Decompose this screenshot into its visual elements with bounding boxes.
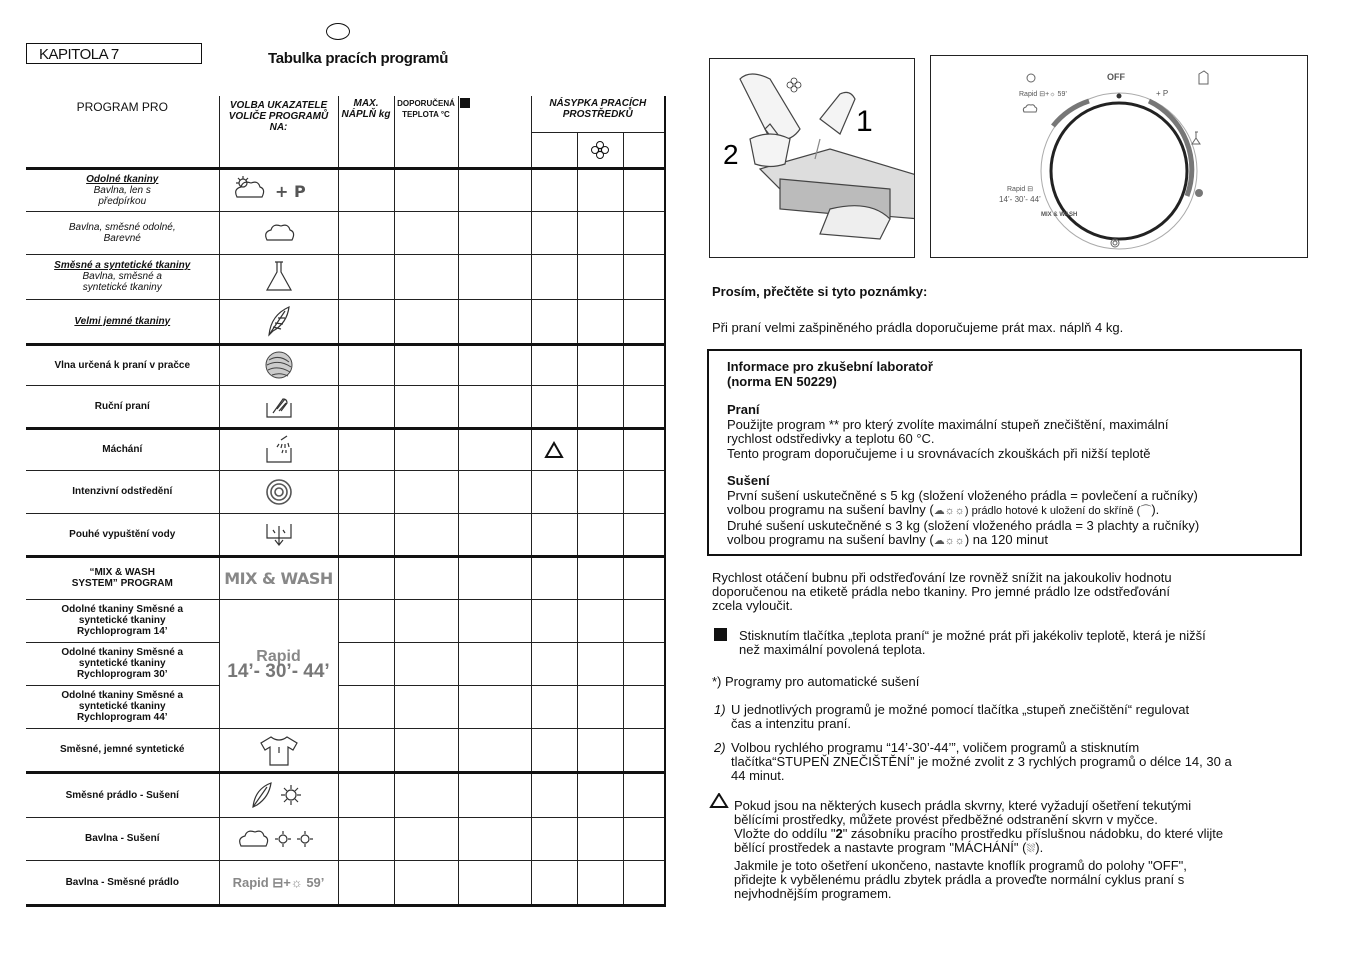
- row-program: Odolné tkaniny Směsné a syntetické tkaniny Rychloprogram 30’: [26, 642, 219, 685]
- header-temp: DOPORUČENÁ TEPLOTA °C: [394, 96, 458, 168]
- page-title: Tabulka pracích programů: [268, 50, 449, 67]
- row-program: Směsné a syntetické tkaniny Bavlna, směsné a syntetické tkaniny: [26, 254, 219, 299]
- wool-icon: [219, 344, 338, 385]
- flower-icon: [590, 140, 610, 160]
- auto-note: *) Programy pro automatické sušení: [712, 674, 920, 689]
- svg-text:+ P: + P: [1156, 89, 1169, 98]
- handwash-icon: [219, 385, 338, 428]
- warning-triangle-icon: [709, 793, 729, 809]
- note-number: 2): [714, 740, 726, 755]
- notes-heading: Prosím, přečtěte si tyto poznámky:: [712, 284, 928, 299]
- svg-text:1: 1: [856, 105, 873, 138]
- svg-text:+ P: + P: [274, 182, 306, 201]
- synthetic-dry-icon: [219, 772, 338, 817]
- lab-info-box: Informace pro zkušební laboratoř (norma EN 50229) Praní Použijte program ** pro který zvolíte maximální stupeň znečištění, maximální rychlost odstředivky a teplotu 60 °C. Tento program doporučujeme i u srovnávacích zkouškách při nižší teplotě Sušení První sušení uskutečněné s 5 kg (složení vloženého prádla = povlečení a ručníky) volbou programu na sušení bavlny (☁☼☼) prádlo hotové k uložení do skříně (⌒). Druhé sušení uskutečněné s 3 kg (složení vloženého prádla = 3 plachty a ručníky) volbou programu na sušení bavlny (☁☼☼) na 120 minut: [707, 349, 1302, 556]
- cotton-dry-icon: [219, 817, 338, 860]
- detergent-main: [623, 132, 665, 168]
- header-selector: VOLBA UKAZATELE VOLIČE PROGRAMŮ NA:: [219, 96, 338, 168]
- detergent-softener: [577, 132, 623, 168]
- note-2: Volbou rychlého programu “14’-30’-44’”, voličem programů a stisknutím tlačítka“STUPEŇ ZNEČIŠTĚNÍ” je možné zvolit z 3 rychlých programů o délce 14, 30 a 44 minut.: [731, 740, 1232, 783]
- row-program: Vlna určená k praní v pračce: [26, 344, 219, 385]
- svg-text:Rapid ⊟+☼ 59’: Rapid ⊟+☼ 59’: [1019, 91, 1067, 98]
- cotton-dry-icon: ☁☼☼: [933, 535, 965, 547]
- row-program: Bavlna - Sušení: [26, 817, 219, 860]
- program-table: [26, 96, 666, 907]
- svg-text:14’- 30’- 44’: 14’- 30’- 44’: [999, 195, 1041, 204]
- row-program: Odolné tkaniny Směsné a syntetické tkaniny Rychloprogram 14’: [26, 599, 219, 642]
- chapter-label: KAPITOLA 7: [26, 43, 202, 64]
- cotton-prewash-icon: [219, 168, 338, 211]
- hanger-icon: ⌒: [1140, 505, 1152, 517]
- detergent-drawer-figure: [709, 58, 915, 258]
- row-program: Směsné prádlo - Sušení: [26, 772, 219, 817]
- header-load: MAX. NÁPLŇ kg: [338, 96, 394, 168]
- rinse-icon: [219, 428, 338, 470]
- cotton-icon: [219, 211, 338, 254]
- spin-note: Rychlost otáčení bubnu při odstřeďování lze rovněž snížit na jakoukoliv hodnotu doporučenou na etiketě prádla nebo tkaniny. Pro jemné prádlo lze odstřeďování zcela vyloučit.: [712, 570, 1172, 613]
- synthetic-icon: [219, 254, 338, 299]
- svg-text:Rapid ⊟: Rapid ⊟: [1007, 186, 1034, 193]
- header-program: PROGRAM PRO: [26, 96, 219, 168]
- row-program: Ruční praní: [26, 385, 219, 428]
- rinse-icon: ⛆: [1026, 843, 1036, 855]
- row-program: Odolné tkaniny Směsné a syntetické tkaniny Rychloprogram 44’: [26, 685, 219, 728]
- language-oval: [326, 23, 350, 40]
- header-square: [458, 96, 531, 168]
- note-text: Při praní velmi zašpiněného prádla doporučujeme prát max. náplň 4 kg.: [712, 320, 1124, 335]
- row-program: Bavlna, směsné odolné, Barevné: [26, 211, 219, 254]
- delicate-icon: [219, 299, 338, 344]
- row-program: Odolné tkaniny Bavlna, len s předpírkou: [26, 168, 219, 211]
- svg-text:OFF: OFF: [1107, 72, 1125, 82]
- temp-note: Stisknutím tlačítka „teplota praní“ je možné prát při jakékoliv teplotě, která je nižší než maximální povolená teplota.: [739, 628, 1206, 657]
- note-number: 1): [714, 702, 726, 717]
- drain-icon: [219, 513, 338, 556]
- detergent-prewash: [531, 132, 577, 168]
- rapid-dry-icon: Rapid ⊟+☼ 59’: [219, 860, 338, 905]
- row-program: Bavlna - Směsné prádlo: [26, 860, 219, 905]
- row-program: Pouhé vypuštění vody: [26, 513, 219, 556]
- shirt-icon: [219, 728, 338, 772]
- header-detergent: NÁSYPKA PRACÍCH PROSTŘEDKŮ: [531, 96, 665, 132]
- svg-text:2: 2: [723, 139, 739, 170]
- triangle-marker: [531, 428, 577, 470]
- row-program: Máchání: [26, 428, 219, 470]
- square-bullet: [714, 628, 727, 641]
- program-dial-figure: [930, 55, 1308, 258]
- note-1: U jednotlivých programů je možné pomocí tlačítka „stupeň znečištění“ regulovat čas a intenzitu praní.: [731, 702, 1190, 731]
- mix-wash-icon: MIX & WASH: [219, 556, 338, 599]
- row-program: Velmi jemné tkaniny: [26, 299, 219, 344]
- row-program: Intenzivní odstředění: [26, 470, 219, 513]
- svg-text:MIX & WASH: MIX & WASH: [1041, 212, 1078, 218]
- row-program: “MIX & WASH SYSTEM” PROGRAM: [26, 556, 219, 599]
- row-program: Směsné, jemné syntetické: [26, 728, 219, 772]
- spin-icon: [219, 470, 338, 513]
- cotton-dry-icon: ☁☼☼: [933, 505, 965, 517]
- bleach-note: Pokud jsou na některých kusech prádla skvrny, které vyžadují ošetření tekutými bělícími prostředky, můžete provést předběžné odstranění skvrn v myčce. Vložte do oddílu "2" zásobníku pracího prostředku příslušnou nádobku, do které vlijte bělící prostředek a nastavte program "MÁCHÁNÍ" (⛆). Jakmile je toto ošetření ukončeno, nastavte knoflík programů do polohy "OFF", přidejte k vybělenému prádlu zbytek prádla a proveďte normální cyklus praní s nejvhodnějším programem.: [734, 798, 1224, 901]
- rapid-icon: Rapid 14’- 30’- 44’: [219, 599, 338, 728]
